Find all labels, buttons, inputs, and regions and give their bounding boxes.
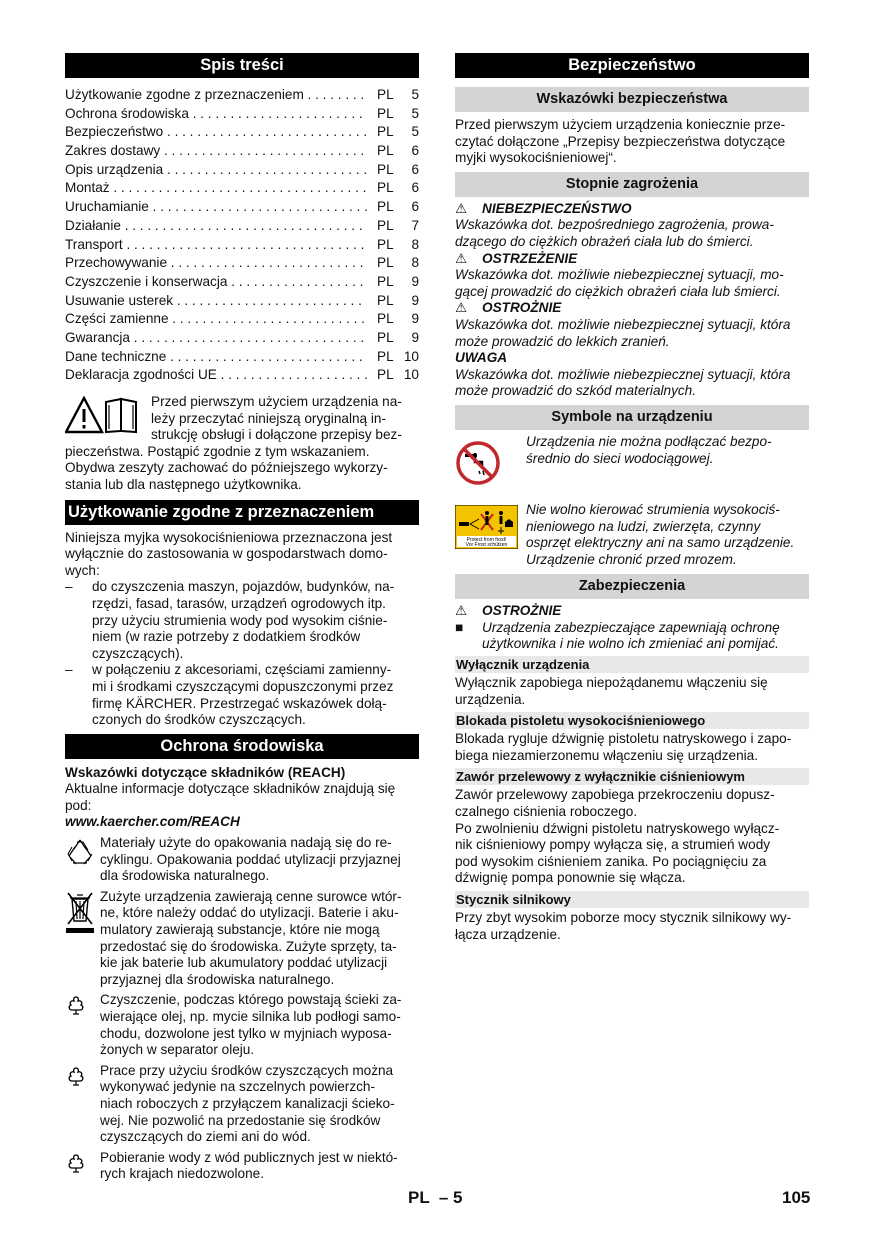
toc-entry-lang: PL bbox=[377, 367, 394, 383]
symbol-row bbox=[455, 434, 809, 486]
toc-row[interactable] bbox=[65, 217, 419, 236]
switch-heading: Wyłącznik urządzenia bbox=[455, 656, 809, 673]
motor-heading: Stycznik silnikowy bbox=[455, 891, 809, 908]
environment-list bbox=[65, 835, 419, 1183]
environment-item-text: Czyszczenie, podczas którego powstają ścieki za- wierające olej, np. mycie silnika lub podłogi samo- chodu, dozwolone jest tylko w myjniach wyposa- żonych w separator oleju. bbox=[100, 992, 402, 1058]
toc-entry-page: 5 bbox=[411, 87, 419, 102]
environment-icon bbox=[65, 1063, 100, 1146]
toc-entry-page: 7 bbox=[411, 217, 419, 233]
valve-text: Zawór przelewowy zapobiega przekroczeniu dopusz- czalnego ciśnienia roboczego. Po zwolnieniu dźwigni pistoletu natryskowego wyłącz- nik ciśnieniowy pompy wyłącza się, a strumień wody pod wysokim ciśnieniem zanika. Po pociągnięciu za dźwignię pompa ponownie się włącza. bbox=[455, 787, 780, 886]
toc-entry-lang: PL bbox=[377, 87, 394, 102]
lock-text: Blokada rygluje dźwignię pistoletu natryskowego i zapo- biega niezamierzonemu włączeniu się urządzenia. bbox=[455, 731, 792, 763]
toc-entry-page: 5 bbox=[411, 124, 419, 140]
usage-item-1: do czyszczenia maszyn, pojazdów, budynków, na- rzędzi, fasad, tarasów, urządzeń ogrodowych itp. przy użyciu strumienia wody pod wysokim ciśnie- niem (w razie potrzeby z dodatkiem środków czyszczących). bbox=[92, 579, 395, 661]
toc-entry-lang: PL bbox=[377, 255, 394, 271]
toc-entry-lang: PL bbox=[377, 180, 394, 196]
environment-item-text: Pobieranie wody z wód publicznych jest w niektó- rych krajach niedozwolone. bbox=[100, 1149, 398, 1182]
environment-item bbox=[65, 1150, 419, 1183]
toc-entry-title: Czyszczenie i konserwacja . . . bbox=[65, 273, 367, 292]
table-of-contents bbox=[65, 86, 419, 385]
toc-row[interactable] bbox=[65, 310, 419, 329]
left-column bbox=[65, 53, 419, 1183]
recycling-icon bbox=[65, 835, 100, 885]
toc-entry-lang: PL bbox=[377, 105, 394, 121]
environment-item-text: Prace przy użyciu środków czyszczących można wykonywać jedynie na szczelnych powierzch- niach roboczych z przyłączem kanalizacji ścieko- wej. Nie pozwolić na przedostanie się środków czyszczących do ziemi ani do wód. bbox=[100, 1062, 395, 1145]
toc-entry-page: 10 bbox=[403, 367, 419, 383]
safety-heading: Bezpieczeństwo bbox=[455, 53, 809, 78]
environment-item bbox=[65, 992, 419, 1058]
toc-entry-page: 9 bbox=[411, 311, 419, 327]
environment-item-text: Materiały użyte do opakowania nadają się do re- cyklingu. Opakowania poddać utylizacji przyjaznej dla środowiska naturalnego. bbox=[100, 835, 401, 884]
toc-entry-page: 10 bbox=[403, 348, 419, 364]
hazard-level-label-row bbox=[455, 251, 809, 268]
hazard-levels-heading: Stopnie zagrożenia bbox=[455, 172, 809, 197]
read-manual-icon bbox=[65, 394, 151, 444]
environment-heading: Ochrona środowiska bbox=[65, 734, 419, 759]
toc-heading: Spis treści bbox=[65, 53, 419, 78]
right-column bbox=[455, 53, 809, 943]
toc-row[interactable] bbox=[65, 179, 419, 198]
hazard-level-text: Wskazówka dot. możliwie niebezpiecznej sytuacji, która może prowadzić do lekkich zranień. bbox=[455, 316, 791, 349]
hazard-level-label: OSTRZEŻENIE bbox=[482, 250, 578, 266]
reach-heading: Wskazówki dotyczące składników (REACH) bbox=[65, 764, 346, 780]
environment-item-text: Zużyte urządzenia zawierają cenne surowce wtór- ne, które należy oddać do utylizacji. Baterie i aku- mulatory zawierają substancje, które nie mogą przedostać się do środowiska. Zużyte sprzęty, ta- kie jak baterie lub akumulatory poddać utylizacji przyjaznej dla środowiska naturalnego. bbox=[100, 888, 402, 987]
motor-text: Przy zbyt wysokim poborze mocy stycznik silnikowy wy- łącza urządzenie. bbox=[455, 910, 792, 942]
hazard-level-label-row bbox=[455, 201, 809, 218]
toc-entry-page: 6 bbox=[411, 199, 419, 215]
toc-entry-lang: PL bbox=[377, 161, 394, 177]
toc-entry-lang: PL bbox=[377, 292, 394, 308]
dash-marker: – bbox=[65, 662, 73, 678]
toc-row[interactable] bbox=[65, 142, 419, 161]
toc-entry-title: Montaż . . . bbox=[65, 179, 367, 198]
toc-entry-title: Opis urządzenia . . . bbox=[65, 161, 367, 180]
hazard-levels bbox=[455, 201, 809, 350]
safety-devices-heading: Zabezpieczenia bbox=[455, 574, 809, 599]
hazard-level-label: OSTROŻNIE bbox=[482, 300, 562, 316]
symbol-1-text: Urządzenia nie można podłączać bezpo- średnio do sieci wodociągowej. bbox=[526, 433, 772, 466]
dash-marker: – bbox=[65, 579, 73, 595]
toc-entry-title: Gwarancja . . . bbox=[65, 329, 367, 348]
toc-row[interactable] bbox=[65, 198, 419, 217]
intro-text-first: Przed pierwszym użyciem urządzenia na- leży przeczytać niniejszą oryginalną in- strukcję obsługi i dołączone przepisy bez- bbox=[151, 394, 402, 443]
intro-note bbox=[65, 394, 419, 494]
toc-entry-title: Bezpieczeństwo . . . bbox=[65, 123, 367, 142]
hazard-level-label: NIEBEZPIECZEŃSTWO bbox=[482, 200, 632, 216]
environment-item bbox=[65, 889, 419, 989]
toc-entry-lang: PL bbox=[377, 273, 394, 289]
no-spray-people-icon bbox=[455, 502, 526, 568]
environment-item bbox=[65, 835, 419, 885]
usage-text: Niniejsza myjka wysokociśnieniowa przeznaczona jest wyłącznie do zastosowania w gospodarstwach domo- wych: bbox=[65, 529, 393, 578]
device-symbols-heading: Symbole na urządzeniu bbox=[455, 405, 809, 430]
toc-entry-lang: PL bbox=[377, 217, 394, 233]
safety-hints-heading: Wskazówki bezpieczeństwa bbox=[455, 87, 809, 112]
crossed-bin-icon bbox=[65, 889, 100, 989]
hazard-level-text: Wskazówka dot. możliwie niebezpiecznej sytuacji, mo- gącej prowadzić do ciężkich obrażeń ciała lub śmierci. bbox=[455, 267, 784, 299]
toc-entry-title: Dane techniczne . . . bbox=[65, 348, 367, 367]
footer-lang-page: PL – 5 bbox=[408, 1188, 463, 1207]
notice-text: Wskazówka dot. możliwie niebezpiecznej sytuacji, która może prowadzić do szkód materialnych. bbox=[455, 366, 791, 399]
usage-item-2: w połączeniu z akcesoriami, częściami zamienny- mi i środkami czyszczącymi dopuszczonymi przez firmę KÄRCHER. Przestrzegać wskazówek dołą- czonych do środków czyszczących. bbox=[92, 662, 394, 728]
toc-row[interactable] bbox=[65, 348, 419, 367]
footer-page-number: 105 bbox=[782, 1188, 811, 1207]
toc-entry-title: Zakres dostawy . . . bbox=[65, 142, 367, 161]
toc-row[interactable] bbox=[65, 366, 419, 385]
toc-entry-lang: PL bbox=[377, 143, 394, 159]
toc-entry-page: 9 bbox=[411, 292, 419, 308]
toc-row[interactable] bbox=[65, 254, 419, 273]
toc-entry-page: 9 bbox=[411, 273, 419, 289]
toc-entry-title: Uruchamianie . . . bbox=[65, 198, 367, 217]
devices-bullet-text: Urządzenia zabezpieczające zapewniają ochronę użytkownika i nie wolno ich zmieniać ani pomijać. bbox=[482, 619, 780, 652]
toc-entry-page: 9 bbox=[411, 329, 419, 345]
toc-entry-lang: PL bbox=[377, 311, 394, 327]
toc-row[interactable] bbox=[65, 123, 419, 142]
toc-entry-page: 8 bbox=[411, 255, 419, 271]
lock-heading: Blokada pistoletu wysokociśnieniowego bbox=[455, 712, 809, 729]
frost-label-en: Protect from frost! bbox=[466, 536, 507, 543]
toc-entry-page: 6 bbox=[411, 180, 419, 196]
toc-entry-title: Przechowywanie . . . bbox=[65, 254, 367, 273]
toc-entry-page: 8 bbox=[411, 236, 419, 252]
usage-heading: Użytkowanie zgodne z przeznaczeniem bbox=[65, 500, 419, 525]
toc-entry-lang: PL bbox=[377, 348, 394, 364]
toc-row[interactable] bbox=[65, 236, 419, 255]
toc-row[interactable] bbox=[65, 292, 419, 311]
toc-entry-lang: PL bbox=[377, 124, 394, 140]
intro-text-rest: pieczeństwa. Postąpić zgodnie z tym wskazaniem. Obydwa zeszyty zachować do późniejszego wykorzy- stania lub dla następnego użytkownika. bbox=[65, 443, 388, 492]
toc-entry-lang: PL bbox=[377, 236, 394, 252]
toc-entry-title: Części zamienne . . . bbox=[65, 310, 367, 329]
devices-caution-label: OSTROŻNIE bbox=[482, 603, 562, 619]
toc-row[interactable] bbox=[65, 273, 419, 292]
toc-row[interactable] bbox=[65, 105, 419, 124]
no-tap-water-icon bbox=[455, 434, 526, 486]
switch-text: Wyłącznik zapobiega niepożądanemu włączeniu się urządzenia. bbox=[455, 675, 768, 707]
valve-heading: Zawór przelewowy z wyłącznikie ciśnieniowym bbox=[455, 768, 809, 785]
toc-entry-page: 6 bbox=[411, 143, 419, 159]
toc-row[interactable] bbox=[65, 86, 419, 105]
toc-entry-page: 5 bbox=[411, 105, 419, 121]
toc-entry-title: Ochrona środowiska . . . bbox=[65, 105, 367, 124]
reach-text: Aktualne informacje dotyczące składników znajdują się pod: bbox=[65, 781, 396, 813]
environment-item bbox=[65, 1063, 419, 1146]
toc-row[interactable] bbox=[65, 161, 419, 180]
environment-icon bbox=[65, 1150, 100, 1183]
toc-entry-title: Użytkowanie zgodne z przeznaczeniem . . . bbox=[65, 86, 367, 105]
environment-icon bbox=[65, 992, 100, 1058]
toc-entry-lang: PL bbox=[377, 199, 394, 215]
warning-triangle-icon: ⚠ bbox=[455, 300, 468, 316]
hazard-level-label-row bbox=[455, 300, 809, 317]
toc-entry-title: Deklaracja zgodności UE . . . bbox=[65, 366, 367, 385]
warning-triangle-icon: ⚠ bbox=[455, 603, 468, 619]
toc-entry-lang: PL bbox=[377, 329, 394, 345]
list-item bbox=[65, 662, 419, 728]
toc-row[interactable] bbox=[65, 329, 419, 348]
symbol-row bbox=[455, 502, 809, 568]
list-item bbox=[65, 579, 419, 662]
square-bullet-icon: ■ bbox=[455, 619, 464, 635]
list-item bbox=[455, 620, 809, 653]
warning-triangle-icon: ⚠ bbox=[455, 250, 468, 266]
toc-entry-title: Usuwanie usterek . . . bbox=[65, 292, 367, 311]
safety-hints-text: Przed pierwszym użyciem urządzenia koniecznie prze- czytać dołączone „Przepisy bezpieczeństwa dotyczące myjki wysokociśnieniowej“. bbox=[455, 117, 786, 166]
toc-entry-page: 6 bbox=[411, 161, 419, 177]
hazard-level-text: Wskazówka dot. bezpośredniego zagrożenia, prowa- dzącego do ciężkich obrażeń ciała lub do śmierci. bbox=[455, 217, 774, 249]
toc-entry-title: Działanie . . . bbox=[65, 217, 367, 236]
toc-entry-title: Transport . . . bbox=[65, 236, 367, 255]
reach-url[interactable]: www.kaercher.com/REACH bbox=[65, 814, 240, 830]
symbol-2-text: Nie wolno kierować strumienia wysokociś- nieniowego na ludzi, zwierzęta, czynny osprzęt elektryczny ani na samo urządzenie. Urządzenie chronić przed mrozem. bbox=[526, 501, 795, 567]
frost-label-de: Vor Frost schützen bbox=[465, 541, 508, 548]
warning-triangle-icon: ⚠ bbox=[455, 200, 468, 216]
caution-row bbox=[455, 603, 809, 620]
notice-label: UWAGA bbox=[455, 350, 508, 366]
